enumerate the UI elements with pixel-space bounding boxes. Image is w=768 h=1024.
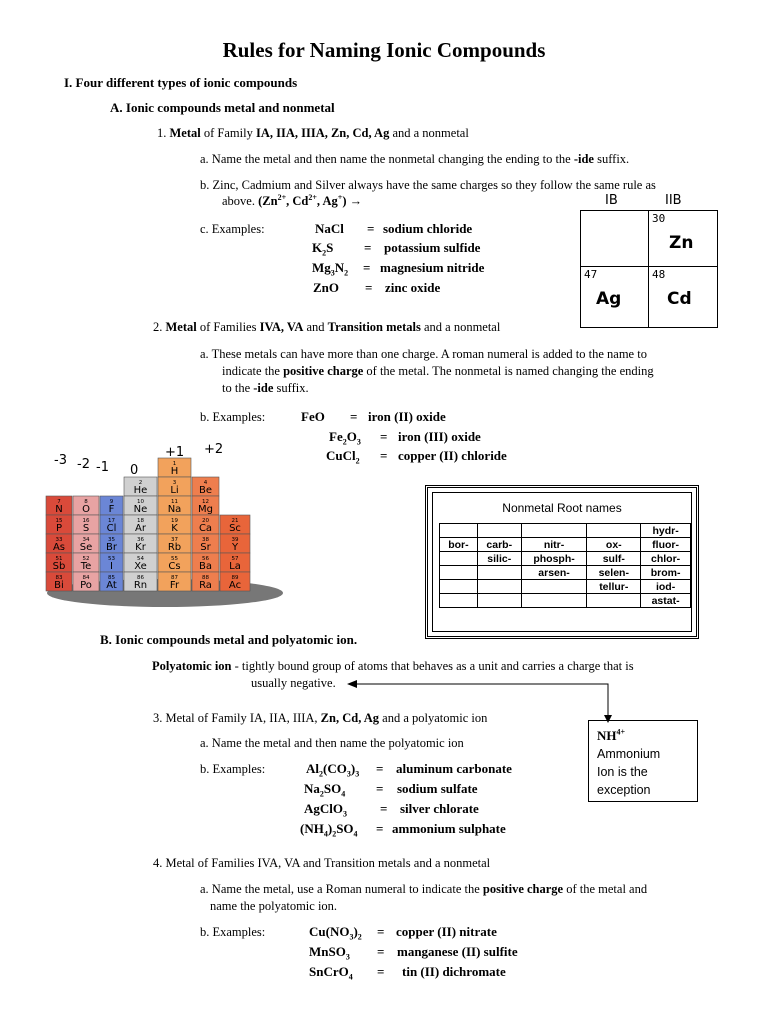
table-cell: brom- [641,566,691,580]
example-equals: = [364,240,372,255]
atomic-number: 21 [231,518,239,524]
polyatomic-term: Polyatomic ion [152,659,232,673]
example-equals: = [376,821,384,836]
example-name: manganese (II) sulfite [397,944,518,959]
element-symbol: La [229,561,241,572]
element-symbol: P [55,523,63,534]
element-symbol: Be [198,485,213,496]
example-equals: = [380,429,388,444]
element-symbol: F [108,504,115,515]
cylinder-charge-labels [54,443,223,478]
element-symbol: N [55,504,63,515]
element-symbol: S [82,523,90,534]
rule-1b-above: above. [222,194,255,208]
rule-3-bold: Zn, Cd, Ag [320,711,380,725]
rule-1b-line-2 [222,194,362,209]
example-name: tin (II) dichromate [402,964,506,979]
rule-2-number: 2. [153,320,163,334]
atomic-number: 83 [55,575,63,581]
element-symbol: Sb [52,561,66,572]
example-name: sodium chloride [383,221,473,236]
charge-label: -2 [77,457,90,472]
rule-2-text-2: and [303,320,328,334]
section-heading-1: I. Four different types of ionic compounds [64,75,298,90]
element-symbol: Ne [133,504,148,515]
rule-1-number: 1. [157,126,167,140]
cylindrical-periodic-table-image [40,443,285,608]
example-equals: = [377,964,385,979]
ammonium-formula: $NH^{4+}$ [597,727,626,743]
table-cell [477,594,521,608]
page-title: Rules for Naming Ionic Compounds [222,38,546,62]
element-symbol: Zn [669,233,694,253]
rule-2-bold-2: IVA, VA [259,320,304,334]
element-symbol: H [170,466,179,477]
element-symbol: Mg [198,504,213,515]
atomic-number: 20 [202,518,209,524]
example-name: iron (II) oxide [368,409,446,424]
example-formula: $Na_2SO_4$ [304,781,346,799]
examples-3-label: b. Examples: [200,762,266,776]
example-equals: = [363,260,371,275]
element-symbol: Fr [169,580,180,591]
table-cell [477,566,521,580]
rule-4a-line-2: name the polyatomic ion. [210,899,338,913]
rule-2 [153,320,500,335]
rule-4a-bold: positive charge [482,882,564,896]
atomic-number: 38 [202,537,209,543]
rule-2a-line-3 [222,381,309,396]
element-symbol: Xe [134,561,147,572]
example-name: aluminum carbonate [396,761,512,776]
element-symbol: Cs [168,561,181,572]
example-equals: = [365,280,373,295]
element-symbol: K [171,523,178,534]
element-cell-ag [580,266,650,328]
example-name: ammonium sulphate [392,821,506,836]
atomic-number: 37 [171,537,178,543]
table-cell: phosph- [521,552,587,566]
rule-4a-line-1 [200,882,647,897]
right-arrow-icon: → [349,194,363,208]
rule-3-text-2: and a polyatomic ion [379,711,488,725]
rule-2a-bold: positive charge [283,364,364,378]
section-heading-b: B. Ionic compounds metal and polyatomic ion. [100,632,358,647]
example-formula: FeO [301,409,325,424]
atomic-number: 53 [108,556,115,562]
atomic-number: 84 [82,575,90,581]
element-cell-cd [648,266,718,328]
atomic-number: 47 [584,268,598,281]
table-row [440,566,691,580]
table-row [440,580,691,594]
rule-1b-line-1: b. Zinc, Cadmium and Silver always have the same charges so they follow the same rule as [200,178,656,192]
table-cell [440,524,478,538]
table-cell: chlor- [641,552,691,566]
rule-1a-text-2: suffix. [593,152,630,166]
charge-label: -1 [96,460,109,475]
examples-4-label: b. Examples: [200,925,266,939]
nonmetal-root-table [439,523,691,608]
atomic-number: 52 [82,556,90,562]
example-name: magnesium nitride [380,260,485,275]
atomic-number: 56 [202,556,209,562]
polyatomic-definition-line-1 [152,659,634,674]
atomic-number: 33 [55,537,63,543]
ammonium-line-4: exception [597,783,651,797]
table-cell [477,524,521,538]
example-formula: ZnO [313,280,340,295]
example-equals: = [380,801,388,816]
table-cell [521,524,587,538]
rule-2-bold-3: Transition metals [327,320,421,334]
element-symbol: Rn [133,580,148,591]
rule-1-text-1: of Family [200,126,256,140]
examples-2-label: b. Examples: [200,410,266,424]
element-symbol: Bi [54,580,64,591]
rule-2-text-3: and a nonmetal [420,320,501,334]
table-cell [477,580,521,594]
rule-1-bold-1: Metal [169,126,201,140]
table-row [440,538,691,552]
atomic-number: 17 [108,518,115,524]
example-name: sodium sulfate [397,781,478,796]
atomic-number: 36 [137,537,144,543]
nonmetal-root-names-box [425,485,699,639]
table-cell: hydr- [641,524,691,538]
table-row [440,594,691,608]
element-symbol: Li [170,485,179,496]
example-formula: $Fe_2O_3$ [329,429,361,447]
rule-2a-text: indicate the [222,364,284,378]
element-symbol: Y [231,542,239,553]
atomic-number: 3 [172,480,177,486]
rule-2-text-1: of Families [196,320,260,334]
rule-1a-bold: -ide [573,152,594,166]
group-label-ib: IB [605,193,618,208]
nonmetal-table-title: Nonmetal Root names [502,501,622,515]
atomic-number: 9 [109,499,114,505]
example-formula: $(NH_4)_2SO_4$ [300,821,358,839]
example-formula: $Mg_3N_2$ [312,260,349,278]
example-equals: = [376,761,384,776]
atomic-number: 16 [82,518,90,524]
table-cell [521,580,587,594]
charge-label: +1 [165,445,185,460]
polyatomic-definition-line-2: usually negative. [251,676,336,690]
section-heading-a: A. Ionic compounds metal and nonmetal [110,100,335,115]
example-equals: = [377,944,385,959]
table-cell: sulf- [587,552,641,566]
rule-3-text-1: 3. Metal of Family IA, IIA, IIIA, [153,711,321,725]
element-symbol: Ag [596,289,622,309]
atomic-number: 48 [652,268,666,281]
example-formula: $Cu(NO_3)_2$ [309,924,362,942]
rule-2a-text: of the metal. The nonmetal is named changing the ending [363,364,654,378]
table-cell: ox- [587,538,641,552]
example-name: silver chlorate [400,801,479,816]
element-symbol: O [82,504,90,515]
element-cell-zn [648,210,718,268]
example-formula: MnSO$_3$ [309,944,350,962]
example-formula: CuCl$_2$ [326,448,360,466]
element-symbol: As [52,542,66,553]
table-cell [440,566,478,580]
rule-2a-text: to the [222,381,254,395]
empty-element-cell [580,210,650,268]
element-symbol: Sr [200,542,211,553]
atomic-number: 88 [202,575,209,581]
ammonium-line-3: Ion is the [597,765,648,779]
table-cell [440,580,478,594]
rule-2-bold-1: Metal [165,320,197,334]
element-symbol: I [110,561,113,572]
table-cell: bor- [440,538,478,552]
element-symbol: Cd [667,289,692,309]
atomic-number: 15 [55,518,63,524]
charge-label: -3 [54,453,67,468]
table-cell: fluor- [641,538,691,552]
atomic-number: 2 [138,480,143,486]
example-name: copper (II) nitrate [396,924,497,939]
table-row [440,552,691,566]
example-equals: = [377,924,385,939]
cylinder-columns [46,458,250,591]
table-row [440,524,691,538]
rule-1-bold-2: IA, IIA, IIIA, Zn, Cd, Ag [255,126,390,140]
atomic-number: 35 [108,537,115,543]
charge-label: +2 [204,443,224,457]
element-symbol: Cl [106,523,117,534]
table-cell: carb- [477,538,521,552]
atomic-number: 57 [231,556,239,562]
nonmetal-root-names-inner [432,492,692,632]
rule-1b-charges: ($Zn^{2+}$, $Cd^{2+}$, Ag+) [258,192,347,208]
table-cell [587,524,641,538]
example-formula: NaCl [315,221,344,236]
atomic-number: 85 [108,575,115,581]
example-name: zinc oxide [385,280,441,295]
atomic-number: 51 [55,556,63,562]
table-cell [587,594,641,608]
table-cell: iod- [641,580,691,594]
atomic-number: 87 [171,575,178,581]
rule-3a: a. Name the metal and then name the polyatomic ion [200,736,464,750]
rule-2a-text: suffix. [273,381,309,395]
rule-4a-text-2: of the metal and [563,882,648,896]
atomic-number: 54 [137,556,144,562]
atomic-number: 86 [137,575,144,581]
atomic-number: 19 [171,518,178,524]
rule-4: 4. Metal of Families IVA, VA and Transition metals and a nonmetal [153,856,491,870]
atomic-number: 12 [202,499,209,505]
example-equals: = [380,448,388,463]
examples-1-label: c. Examples: [200,222,265,236]
example-formula: $Al_2(CO_3)_3$ [306,761,360,779]
rule-3 [153,711,487,726]
atomic-number: 1 [172,461,177,467]
ammonium-exception-box [588,720,698,802]
atomic-number: 34 [82,537,90,543]
example-formula: AgClO$_3$ [304,801,347,819]
element-symbol: Ca [198,523,213,534]
atomic-number: 8 [84,499,88,505]
element-symbol: At [106,580,117,591]
group-label-iib: IIB [665,193,682,208]
table-cell [521,594,587,608]
rule-4a-text-1: a. Name the metal, use a Roman numeral to indicate the [200,882,483,896]
element-symbol: Br [106,542,117,553]
rule-1a-text-1: a. Name the metal and then name the nonmetal changing the ending to the [200,152,574,166]
polyatomic-def: - tightly bound group of atoms that behaves as a unit and carries a charge that is [231,659,634,673]
element-symbol: Ac [228,580,242,591]
element-symbol: He [133,485,148,496]
table-cell: selen- [587,566,641,580]
atomic-number: 39 [231,537,239,543]
example-name: potassium sulfide [384,240,481,255]
element-symbol: Ra [199,580,212,591]
rule-2a-line-1: a. These metals can have more than one charge. A roman numeral is added to the name to [200,347,647,361]
example-formula: $K_2S$ [312,240,334,258]
table-cell: nitr- [521,538,587,552]
example-equals: = [376,781,384,796]
table-cell: tellur- [587,580,641,594]
ammonium-line-2: Ammonium [597,747,661,761]
table-cell [440,594,478,608]
rule-1-text-2: and a nonmetal [389,126,469,140]
rule-2a-bold: -ide [253,381,274,395]
element-symbol: Ba [199,561,212,572]
example-name: iron (III) oxide [398,429,481,444]
atomic-number: 55 [171,556,178,562]
charge-label: 0 [130,463,139,478]
element-tiles-figure [580,193,718,333]
example-name: copper (II) chloride [398,448,507,463]
example-equals: = [350,409,358,424]
rule-2a-line-2 [222,364,654,379]
element-symbol: Rb [167,542,182,553]
rule-1a [200,152,629,167]
atomic-number: 89 [231,575,239,581]
element-symbol: Na [167,504,182,515]
atomic-number: 18 [137,518,144,524]
element-symbol: Sc [229,523,241,534]
atomic-number: 7 [57,499,61,505]
table-cell: astat- [641,594,691,608]
table-cell: arsen- [521,566,587,580]
element-symbol: Kr [135,542,146,553]
element-symbol: Te [80,561,92,572]
element-symbol: Po [80,580,92,591]
atomic-number: 4 [203,480,208,486]
example-formula: SnCrO$_4$ [309,964,353,982]
element-symbol: Ar [135,523,146,534]
example-equals: = [367,221,375,236]
atomic-number: 10 [137,499,144,505]
table-cell: silic- [477,552,521,566]
table-cell [440,552,478,566]
element-symbol: Se [79,542,93,553]
atomic-number: 30 [652,212,666,225]
rule-1 [157,126,469,141]
atomic-number: 11 [171,499,178,505]
